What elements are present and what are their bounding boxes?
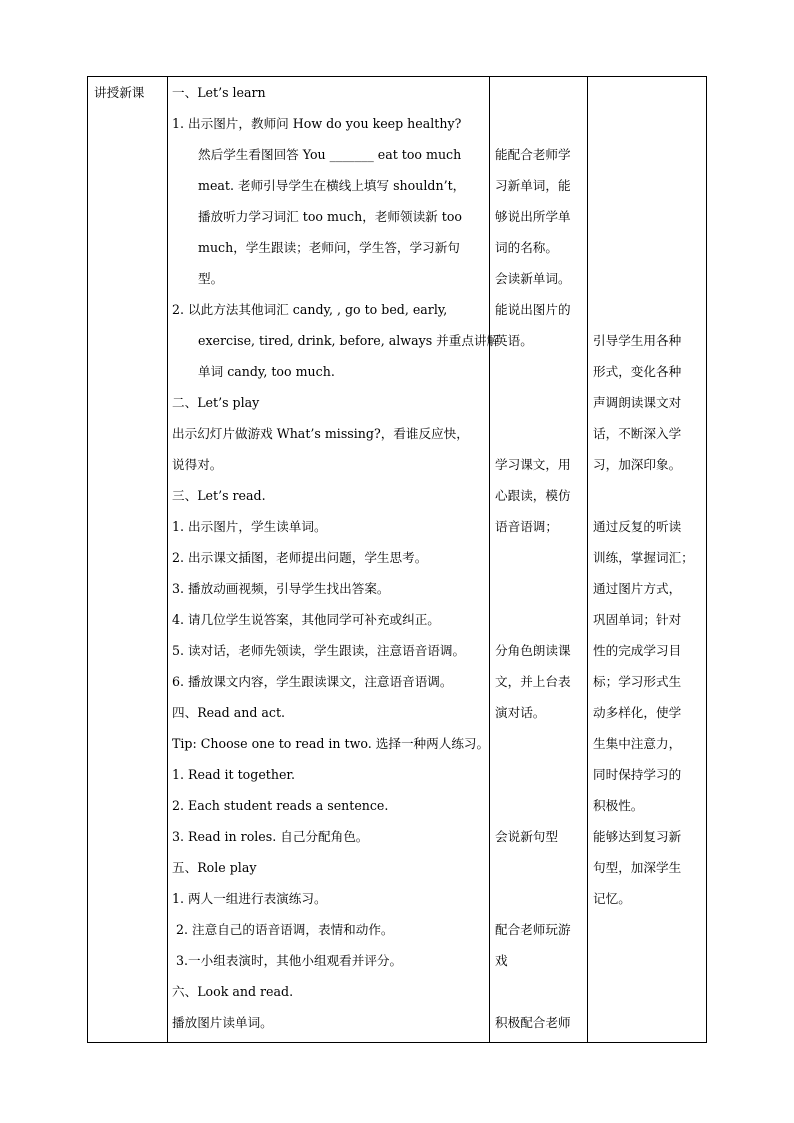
content-line: 1. 出示图片，学生读单词。 — [172, 519, 327, 534]
content-line: 2. 以此方法其他词汇 candy, , go to bed, early, — [172, 302, 448, 317]
column-divider — [489, 77, 490, 1042]
design-purpose-line: 习，加深印象。 — [593, 457, 682, 472]
content-line: 说得对。 — [172, 457, 223, 472]
student-activity-line: 学习课文，用 — [495, 457, 571, 472]
student-activity-line: 积极配合老师 — [495, 1015, 571, 1030]
content-line: 2. 注意自己的语音语调，表情和动作。 — [176, 922, 394, 937]
content-line: 五、Role play — [172, 860, 257, 875]
content-line: 2. 出示课文插图，老师提出问题，学生思考。 — [172, 550, 428, 565]
content-line: 6. 播放课文内容，学生跟读课文，注意语音语调。 — [172, 674, 453, 689]
student-activity-line: 会读新单词。 — [495, 271, 571, 286]
design-purpose-line: 同时保持学习的 — [593, 767, 682, 782]
student-activity-line: 会说新句型 — [495, 829, 558, 844]
design-purpose-line: 通过反复的听读 — [593, 519, 682, 534]
design-purpose-line: 巩固单词；针对 — [593, 612, 682, 627]
design-purpose-line: 性的完成学习目 — [593, 643, 682, 658]
content-line: 3. 播放动画视频，引导学生找出答案。 — [172, 581, 390, 596]
student-activity-line: 英语。 — [495, 333, 533, 348]
design-purpose-line: 声调朗读课文对 — [593, 395, 682, 410]
design-purpose-line: 形式，变化各种 — [593, 364, 682, 379]
content-line: 二、Let’s play — [172, 395, 260, 410]
student-activity-line: 能说出图片的 — [495, 302, 571, 317]
design-purpose-line: 积极性。 — [593, 798, 644, 813]
design-purpose-line: 训练，掌握词汇； — [593, 550, 694, 565]
design-purpose-line: 记忆。 — [593, 891, 631, 906]
content-line: 播放听力学习词汇 too much，老师领读新 too — [198, 209, 462, 224]
student-activity-line: 词的名称。 — [495, 240, 558, 255]
content-line: 型。 — [198, 271, 224, 286]
design-purpose-line: 通过图片方式， — [593, 581, 682, 596]
content-line: 播放图片读单词。 — [172, 1015, 273, 1030]
content-line: 四、Read and act. — [172, 705, 286, 720]
student-activity-line: 习新单词，能 — [495, 178, 571, 193]
student-activity-line: 能配合老师学 — [495, 147, 571, 162]
content-line: 3. Read in roles. 自己分配角色。 — [172, 829, 369, 844]
design-purpose-line: 标；学习形式生 — [593, 674, 682, 689]
column-divider — [587, 77, 588, 1042]
content-line: 3.一小组表演时，其他小组观看并评分。 — [176, 953, 403, 968]
student-activity-line: 配合老师玩游 — [495, 922, 571, 937]
section-label: 讲授新课 — [94, 85, 145, 100]
design-purpose-line: 动多样化，使学 — [593, 705, 682, 720]
content-line: 2. Each student reads a sentence. — [172, 798, 389, 813]
content-line: 单词 candy, too much. — [198, 364, 335, 379]
content-line: 然后学生看图回答 You _______ eat too much — [198, 147, 462, 162]
student-activity-line: 语音语调； — [495, 519, 558, 534]
design-purpose-line: 生集中注意力， — [593, 736, 682, 751]
student-activity-line: 戏 — [495, 953, 508, 968]
content-line: 三、Let’s read. — [172, 488, 266, 503]
student-activity-line: 分角色朗读课 — [495, 643, 571, 658]
design-purpose-line: 能够达到复习新 — [593, 829, 682, 844]
content-line: 1. 出示图片，教师问 How do you keep healthy? — [172, 116, 462, 131]
lesson-plan-table — [87, 76, 707, 1043]
content-line: 4. 请几位学生说答案，其他同学可补充或纠正。 — [172, 612, 440, 627]
content-line: exercise, tired, drink, before, always 并重点讲解 — [198, 333, 500, 348]
design-purpose-line: 引导学生用各种 — [593, 333, 682, 348]
student-activity-line: 心跟读，模仿 — [495, 488, 571, 503]
content-line: meat. 老师引导学生在横线上填写 shouldn’t， — [198, 178, 466, 193]
content-line: 5. 读对话，老师先领读，学生跟读，注意语音语调。 — [172, 643, 466, 658]
student-activity-line: 够说出所学单 — [495, 209, 571, 224]
content-line: much，学生跟读；老师问，学生答，学习新句 — [198, 240, 460, 255]
student-activity-line: 文，并上台表 — [495, 674, 571, 689]
content-line: 一、Let’s learn — [172, 85, 266, 100]
student-activity-line: 演对话。 — [495, 705, 546, 720]
design-purpose-line: 句型，加深学生 — [593, 860, 682, 875]
content-line: 1. 两人一组进行表演练习。 — [172, 891, 327, 906]
content-line: 六、Look and read. — [172, 984, 294, 999]
column-divider — [167, 77, 168, 1042]
content-line: 1. Read it together. — [172, 767, 296, 782]
content-line: 出示幻灯片做游戏 What’s missing?，看谁反应快， — [172, 426, 469, 441]
content-line: Tip: Choose one to read in two. 选择一种两人练习。 — [172, 736, 490, 751]
design-purpose-line: 话，不断深入学 — [593, 426, 682, 441]
